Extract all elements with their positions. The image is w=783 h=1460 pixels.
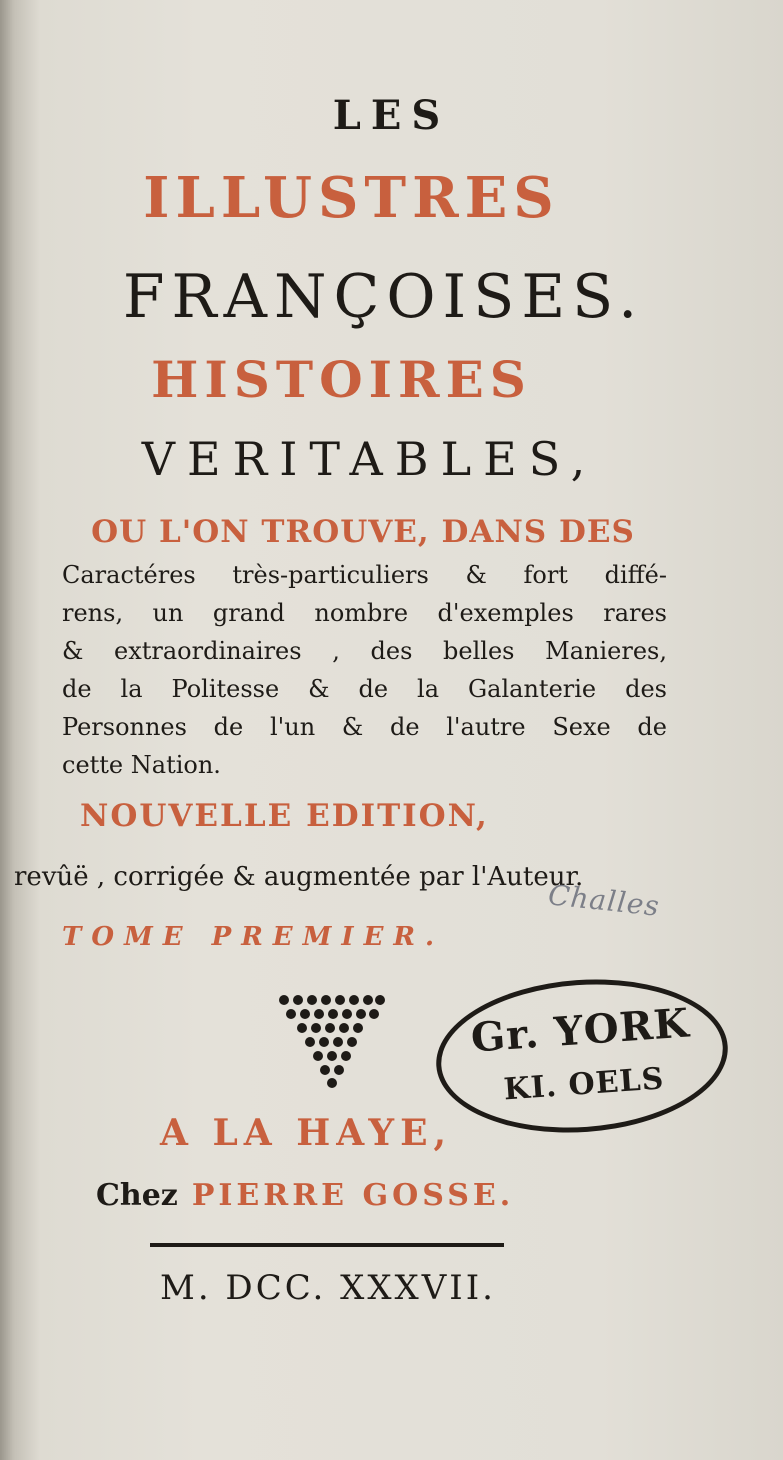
edition-heading: NOUVELLE EDITION, — [80, 798, 489, 834]
title-histoires: HISTOIRES — [151, 350, 532, 409]
publisher-name: PIERRE GOSSE. — [191, 1178, 515, 1213]
publisher-prefix: Chez — [96, 1178, 178, 1213]
stamp-line-1: Gr. YORK — [469, 999, 692, 1062]
subtitle-line: de la Politesse & de la Galanterie des — [62, 675, 667, 703]
subtitle-line: Personnes de l'un & de l'autre Sexe de — [62, 713, 667, 741]
title-francoises: FRANÇOISES. — [122, 262, 645, 332]
subtitle-description — [62, 556, 667, 784]
volume-label: TOME PREMIER. — [62, 922, 445, 952]
subtitle-line: & extraordinaires , des belles Manieres, — [62, 637, 667, 665]
imprint-publisher — [96, 1178, 514, 1213]
subtitle-line: cette Nation. — [62, 751, 221, 779]
handwritten-signature: Challes — [546, 878, 662, 923]
stamp-line-2: KI. OELS — [502, 1061, 666, 1108]
edition-note: revûë , corrigée & augmentée par l'Auteur. — [14, 862, 584, 892]
subtitle-heading: OU L'ON TROUVE, DANS DES — [91, 514, 635, 550]
imprint-date: M. DCC. XXXVII. — [160, 1268, 496, 1308]
title-les: LES — [332, 92, 451, 139]
grape-cluster-ornament-icon — [274, 990, 390, 1090]
imprint-place: A LA HAYE, — [160, 1112, 453, 1154]
imprint-rule — [150, 1243, 504, 1247]
title-illustres: ILLUSTRES — [143, 165, 560, 231]
subtitle-line: rens, un grand nombre d'exemples rares — [62, 599, 667, 627]
subtitle-line: Caractéres très-particuliers & fort diffé- — [62, 561, 667, 589]
title-veritables: VERITABLES, — [141, 432, 598, 486]
